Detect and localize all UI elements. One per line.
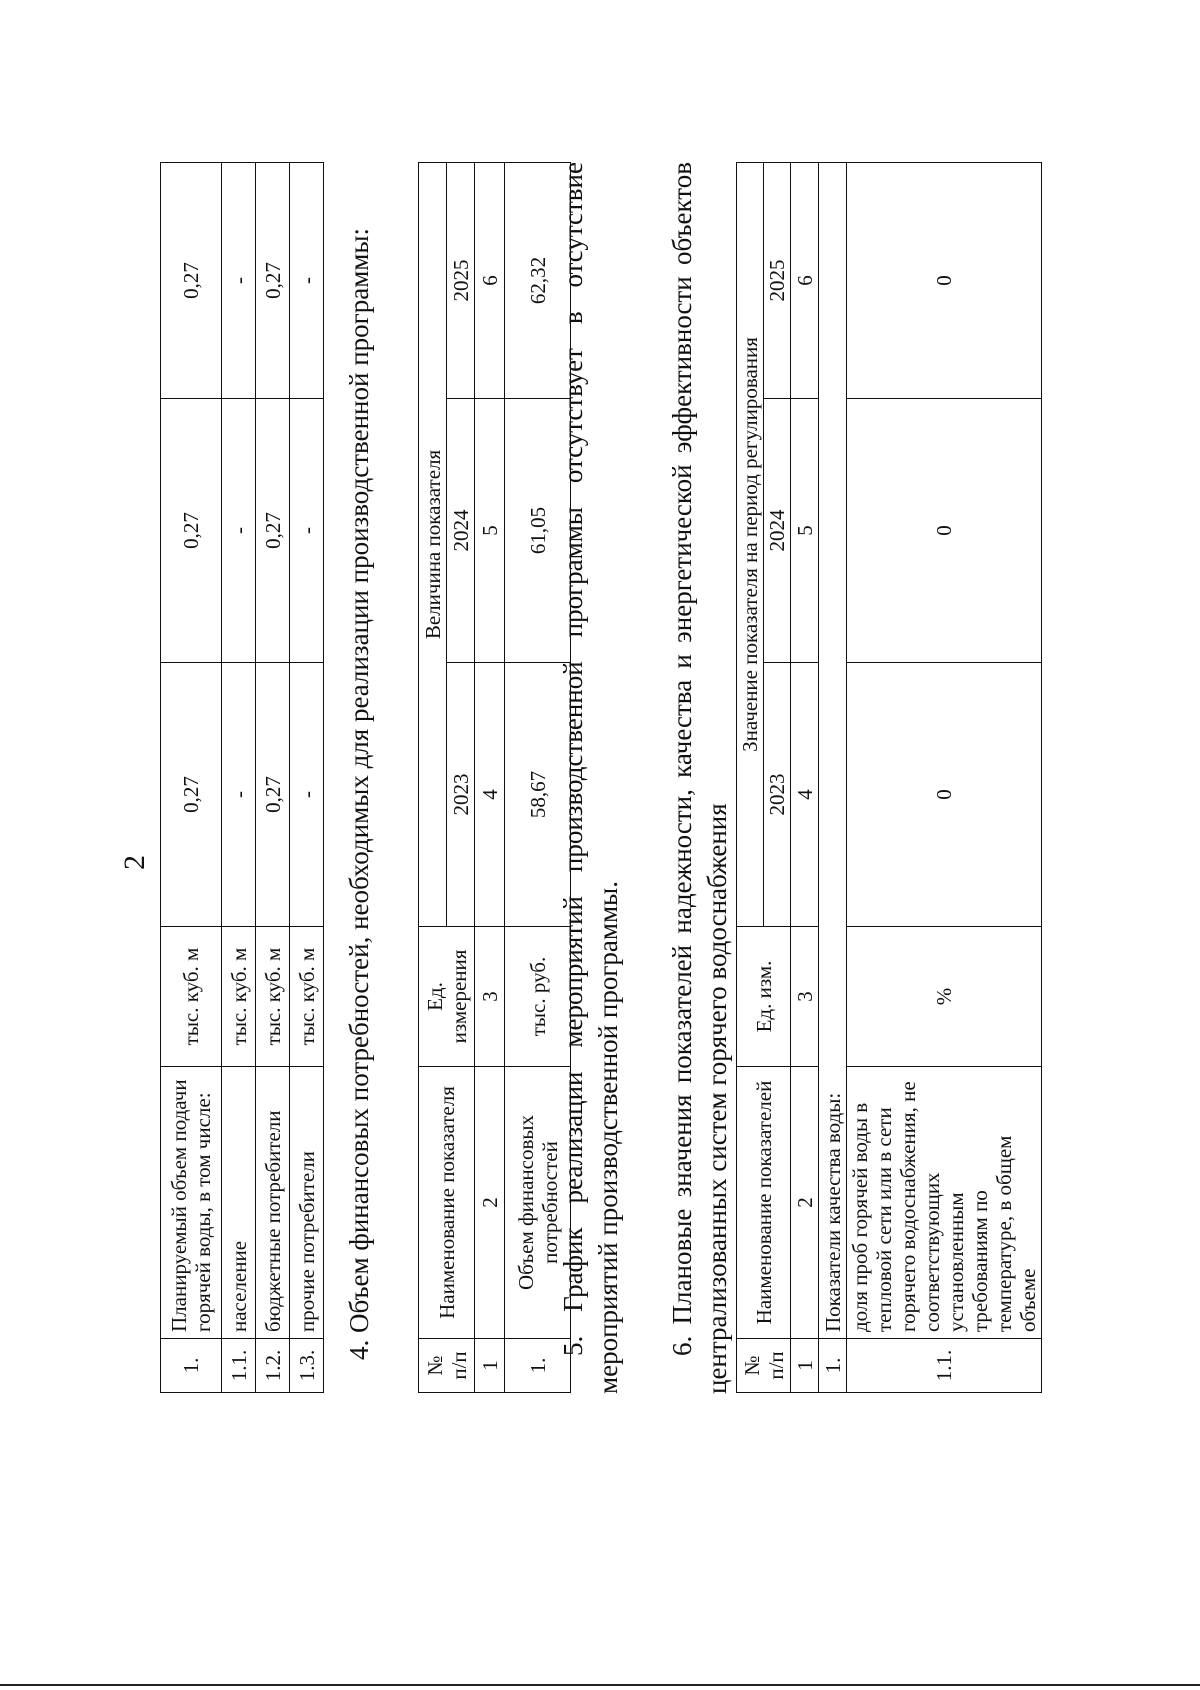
- value-2025: 0,27: [161, 163, 222, 399]
- row-name: прочие потребители: [290, 1067, 324, 1339]
- col-num: 5: [475, 399, 505, 663]
- row-number: 1.3.: [290, 1339, 324, 1393]
- header-unit: Ед. измерения: [419, 927, 475, 1067]
- row-unit: тыс. куб. м: [290, 927, 324, 1067]
- row-number: 1.: [819, 1339, 847, 1393]
- page-bottom-edge: [0, 1684, 1200, 1686]
- value-2024: 61,05: [505, 399, 571, 663]
- year-2023: 2023: [764, 663, 791, 927]
- row-unit: тыс. куб. м: [256, 927, 290, 1067]
- header-name: Наименование показателя: [419, 1067, 475, 1339]
- section-4-heading: 4. Объем финансовых потребностей, необходимых для реализации производственной программы:: [344, 227, 374, 1360]
- col-num: 1: [791, 1339, 819, 1393]
- header-value: Значение показателя на период регулирования: [737, 162, 764, 926]
- row-unit: %: [847, 927, 1042, 1067]
- header-value: Величина показателя: [419, 163, 447, 927]
- table-row: [290, 163, 324, 1393]
- col-num: 4: [475, 663, 505, 927]
- group-name: Показатели качества воды:: [819, 162, 847, 1338]
- header-name: Наименование показателей: [737, 1067, 791, 1339]
- value-2023: 0,27: [161, 663, 222, 927]
- value-2025: 0,27: [256, 163, 290, 399]
- column-numbers-row: [475, 163, 505, 1393]
- row-number: 1.: [505, 1339, 571, 1393]
- year-2023: 2023: [447, 663, 475, 927]
- row-unit: тыс. руб.: [505, 927, 571, 1067]
- row-number: 1.1.: [222, 1339, 256, 1393]
- year-2024: 2024: [447, 399, 475, 663]
- value-2023: -: [290, 663, 324, 927]
- row-name: Планируемый объем подачи горячей воды, в том числе:: [161, 1067, 222, 1339]
- header-num: № п/п: [419, 1339, 475, 1393]
- group-row: [819, 162, 847, 1392]
- column-numbers-row: [791, 162, 819, 1392]
- row-name: Объем финансовых потребностей: [505, 1067, 571, 1339]
- value-2024: -: [222, 399, 256, 663]
- page-number: 2: [118, 855, 151, 870]
- value-2025: 62,32: [505, 163, 571, 399]
- header-num: № п/п: [737, 1339, 791, 1393]
- value-2024: 0: [847, 399, 1042, 663]
- header-row: [419, 163, 447, 1393]
- header-row: [737, 162, 764, 1392]
- section-6-text: 6. Плановые значения показателей надежности, качества и энергетической эффективности объектов централизованных систем горячего водоснабжения: [667, 162, 732, 1394]
- col-num: 5: [791, 399, 819, 663]
- col-num: 6: [791, 162, 819, 398]
- value-2024: 0,27: [161, 399, 222, 663]
- year-2025: 2025: [447, 163, 475, 399]
- row-name: бюджетные потребители: [256, 1067, 290, 1339]
- row-name: население: [222, 1067, 256, 1339]
- col-num: 2: [475, 1067, 505, 1339]
- col-num: 6: [475, 163, 505, 399]
- col-num: 3: [475, 927, 505, 1067]
- value-2023: 58,67: [505, 663, 571, 927]
- volume-table: [160, 162, 324, 1393]
- financial-needs-table: [418, 162, 571, 1393]
- table-row: [161, 163, 222, 1393]
- row-number: 1.1.: [847, 1339, 1042, 1393]
- year-2025: 2025: [764, 162, 791, 398]
- col-num: 4: [791, 663, 819, 927]
- value-2025: 0: [847, 162, 1042, 398]
- row-number: 1.: [161, 1339, 222, 1393]
- table-row: [847, 162, 1042, 1392]
- value-2025: -: [222, 163, 256, 399]
- quality-indicators-table: [736, 162, 1042, 1393]
- col-num: 1: [475, 1339, 505, 1393]
- row-unit: тыс. куб. м: [222, 927, 256, 1067]
- value-2024: 0,27: [256, 399, 290, 663]
- header-unit: Ед. изм.: [737, 927, 791, 1067]
- value-2023: -: [222, 663, 256, 927]
- col-num: 3: [791, 927, 819, 1067]
- value-2024: -: [290, 399, 324, 663]
- col-num: 2: [791, 1067, 819, 1339]
- row-number: 1.2.: [256, 1339, 290, 1393]
- section-5-text: 5. График реализации мероприятий производственной программы отсутствует в отсутствие мероприятий производственной программы.: [558, 162, 623, 1394]
- table-row: [222, 163, 256, 1393]
- value-2025: -: [290, 163, 324, 399]
- row-unit: тыс. куб. м: [161, 927, 222, 1067]
- value-2023: 0: [847, 663, 1042, 927]
- year-2024: 2024: [764, 399, 791, 663]
- value-2023: 0,27: [256, 663, 290, 927]
- table-row: [256, 163, 290, 1393]
- row-name: доля проб горячей воды в тепловой сети или в сети горячего водоснабжения, не соответствующих установленным требованиям по температуре, в общем объеме: [847, 1067, 1042, 1339]
